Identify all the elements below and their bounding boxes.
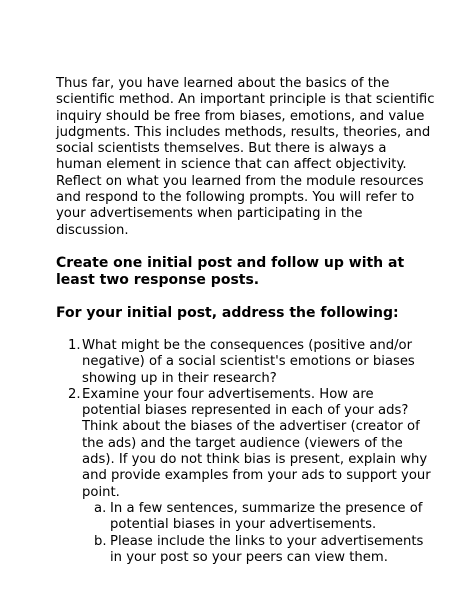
prompt-item-1 (56, 338, 436, 387)
document-page (56, 76, 436, 566)
intro-paragraph: Thus far, you have learned about the basics of the scientific method. An important principle is that scientific inquiry should be free from biases, emotions, and value judgments. This includes methods, results, theories, and social scientists themselves. But there is always a human element in science that can affect objectivity. Reflect on what you learned from the module resources and respond to the following prompts. You will refer to your advertisements when participating in the discussion. (56, 76, 435, 238)
prompt-item-2 (56, 387, 436, 566)
sub-prompt-letter: a. (94, 500, 107, 516)
prompt-number: 1. (68, 337, 81, 353)
prompt-number: 2. (68, 386, 81, 402)
prompt-list (56, 338, 436, 566)
sub-prompt-list (82, 501, 436, 566)
address-following-heading: For your initial post, address the following: (56, 304, 399, 321)
sub-prompt-letter: b. (94, 533, 107, 549)
prompt-text: What might be the consequences (positive and/or negative) of a social scientist's emotions or biases showing up in their research? (82, 337, 415, 386)
prompt-text: Examine your four advertisements. How are potential biases represented in each of your ads? Think about the biases of the advertiser (creator of the ads) and the target audience (viewers of the ads). If you do not think bias is present, explain why and provide examples from your ads to support your point. (82, 386, 431, 500)
sub-prompt-item-b (82, 534, 436, 567)
sub-prompt-text: In a few sentences, summarize the presence of potential biases in your advertisements. (110, 500, 423, 533)
post-requirement-heading: Create one initial post and follow up with at least two response posts. (56, 254, 405, 288)
sub-prompt-text: Please include the links to your advertisements in your post so your peers can view them. (110, 533, 424, 565)
sub-prompt-item-a (82, 501, 436, 534)
